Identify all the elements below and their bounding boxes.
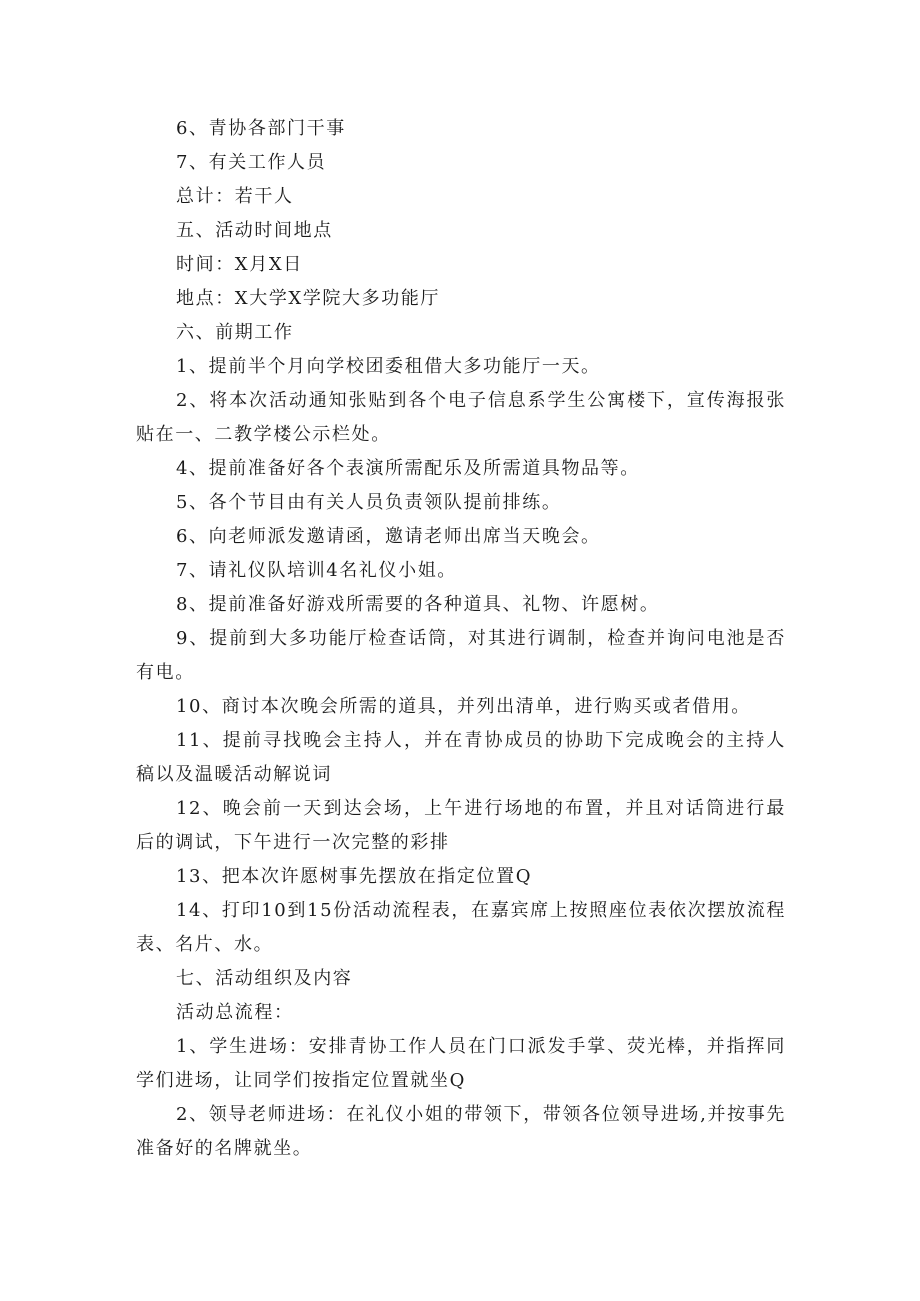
- paragraph-location: 地点：X大学X学院大多功能厅: [176, 288, 441, 309]
- paragraph-2: 7、有关工作人员: [176, 152, 327, 173]
- paragraph-10: 4、提前准备好各个表演所需配乐及所需道具物品等。: [176, 458, 640, 479]
- paragraph-14: 8、提前准备好游戏所需要的各种道具、礼物、许愿树。: [176, 594, 660, 615]
- paragraph-13: 7、请礼仪队培训4名礼仪小姐。: [176, 560, 457, 581]
- paragraph-18: 12、晚会前一天到达会场，上午进行场地的布置，并且对话筒进行最后的调试，下午进行一次完整的彩排: [136, 798, 786, 853]
- paragraph-1: 6、青协各部门干事: [176, 118, 346, 139]
- paragraph-9: 2、将本次活动通知张贴到各个电子信息系学生公寓楼下，宣传海报张贴在一、二教学楼公示栏处。: [136, 390, 786, 445]
- paragraph-12: 6、向老师派发邀请函，邀请老师出席当天晚会。: [176, 526, 601, 547]
- paragraph-15: 9、提前到大多功能厅检查话筒，对其进行调制，检查并询问电池是否有电。: [136, 628, 786, 683]
- paragraph-16: 10、商讨本次晚会所需的道具，并列出清单，进行购买或者借用。: [176, 696, 751, 717]
- section-heading-6: 六、前期工作: [176, 322, 294, 343]
- paragraph-3: 总计：若干人: [176, 186, 294, 207]
- section-heading-7: 七、活动组织及内容: [176, 968, 353, 989]
- paragraph-11: 5、各个节目由有关人员负责领队提前排练。: [176, 492, 562, 513]
- paragraph-24: 2、领导老师进场：在礼仪小姐的带领下，带领各位领导进场,并按事先准备好的名牌就坐。: [136, 1104, 786, 1159]
- paragraph-19: 13、把本次许愿树事先摆放在指定位置Q: [176, 866, 533, 887]
- section-heading-5: 五、活动时间地点: [176, 220, 333, 241]
- paragraph-20: 14、打印10到15份活动流程表，在嘉宾席上按照座位表依次摆放流程表、名片、水。: [136, 900, 786, 955]
- paragraph-time: 时间：X月X日: [176, 254, 303, 275]
- paragraph-22: 活动总流程：: [176, 1002, 294, 1023]
- paragraph-8: 1、提前半个月向学校团委租借大多功能厅一天。: [176, 356, 601, 377]
- paragraph-17: 11、提前寻找晚会主持人，并在青协成员的协助下完成晚会的主持人稿以及温暖活动解说词: [136, 730, 786, 785]
- document-page: [136, 112, 786, 1166]
- paragraph-23: 1、学生进场：安排青协工作人员在门口派发手掌、荧光棒，并指挥同学们进场，让同学们按指定位置就坐Q: [136, 1036, 786, 1091]
